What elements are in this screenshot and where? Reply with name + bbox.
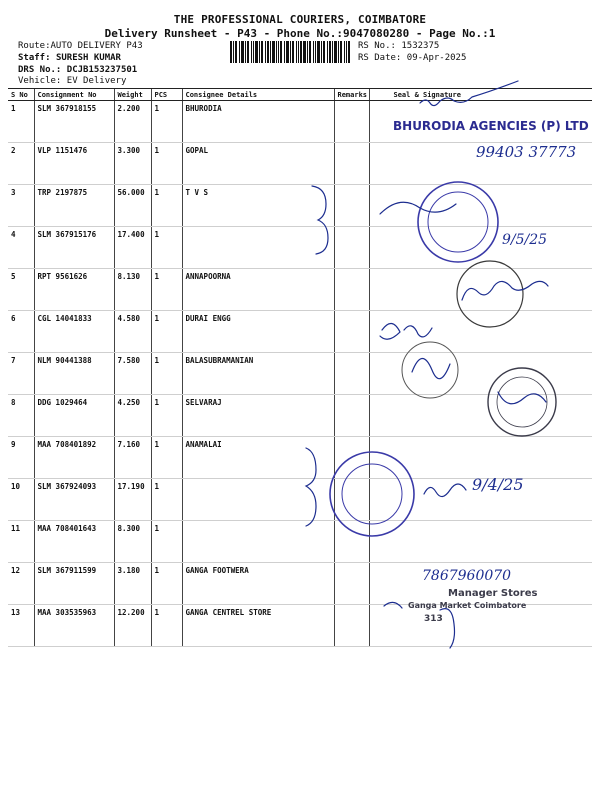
- cell-weight: 4.580: [114, 311, 151, 353]
- cell-remarks: [334, 521, 369, 563]
- drs-value: DCJB153237501: [66, 65, 138, 75]
- cell-sno: 7: [8, 353, 34, 395]
- col-header-seal-signature: Seal & Signature: [369, 89, 592, 101]
- cell-consignee: [182, 521, 334, 563]
- cell-signature: [369, 605, 592, 647]
- cell-remarks: [334, 437, 369, 479]
- cell-signature: [369, 311, 592, 353]
- cell-pcs: 1: [151, 269, 182, 311]
- cell-signature: [369, 185, 592, 227]
- cell-remarks: [334, 269, 369, 311]
- cell-weight: 8.130: [114, 269, 151, 311]
- phone-note-2: 7867960070: [422, 568, 512, 584]
- cell-signature: [369, 395, 592, 437]
- cell-sno: 3: [8, 185, 34, 227]
- cell-sno: 8: [8, 395, 34, 437]
- cell-consignment: VLP 1151476: [34, 143, 114, 185]
- cell-consignment: MAA 708401892: [34, 437, 114, 479]
- vehicle-label: Vehicle:: [18, 76, 62, 86]
- cell-weight: 8.300: [114, 521, 151, 563]
- cell-consignee: BHURODIA: [182, 101, 334, 143]
- cell-weight: 3.180: [114, 563, 151, 605]
- cell-remarks: [334, 185, 369, 227]
- cell-sno: 9: [8, 437, 34, 479]
- drs-line: [18, 65, 137, 75]
- cell-consignee: ANNAPOORNA: [182, 269, 334, 311]
- table-row: [8, 311, 592, 353]
- barcode: [230, 41, 350, 63]
- cell-remarks: [334, 563, 369, 605]
- cell-signature: [369, 521, 592, 563]
- staff-value: SURESH KUMAR: [55, 53, 121, 63]
- cell-sno: 4: [8, 227, 34, 269]
- cell-remarks: [334, 605, 369, 647]
- cell-consignment: MAA 303535963: [34, 605, 114, 647]
- rs-no-value: 1532375: [401, 41, 440, 51]
- cell-remarks: [334, 479, 369, 521]
- cell-sno: 10: [8, 479, 34, 521]
- cell-consignee: [182, 227, 334, 269]
- cell-consignee: DURAI ENGG: [182, 311, 334, 353]
- cell-signature: [369, 227, 592, 269]
- cell-weight: 56.000: [114, 185, 151, 227]
- cell-consignee: GANGA FOOTWERA: [182, 563, 334, 605]
- staff-line: [18, 53, 121, 63]
- rs-date-line: [358, 53, 466, 63]
- col-header-remarks: Remarks: [334, 89, 369, 101]
- runsheet-table: [8, 88, 592, 647]
- cell-weight: 4.250: [114, 395, 151, 437]
- cell-consignee: SELVARAJ: [182, 395, 334, 437]
- cell-pcs: 1: [151, 437, 182, 479]
- cell-pcs: 1: [151, 101, 182, 143]
- cell-sno: 11: [8, 521, 34, 563]
- cell-weight: 2.200: [114, 101, 151, 143]
- route-label: Route:: [18, 41, 51, 51]
- cell-consignee: ANAMALAI: [182, 437, 334, 479]
- drs-label: DRS No.:: [18, 65, 62, 75]
- cell-weight: 7.580: [114, 353, 151, 395]
- col-header-sno: S No: [8, 89, 34, 101]
- table-row: [8, 437, 592, 479]
- cell-pcs: 1: [151, 395, 182, 437]
- rs-date-label: RS Date:: [358, 53, 402, 63]
- cell-signature: [369, 353, 592, 395]
- table-row: [8, 269, 592, 311]
- cell-remarks: [334, 395, 369, 437]
- vehicle-line: [18, 76, 126, 86]
- delivery-date-2: 9/4/25: [472, 475, 524, 494]
- cell-remarks: [334, 227, 369, 269]
- phone-note-1: 99403 37773: [476, 143, 577, 161]
- cell-consignment: MAA 708401643: [34, 521, 114, 563]
- cell-remarks: [334, 143, 369, 185]
- cell-pcs: 1: [151, 605, 182, 647]
- cell-pcs: 1: [151, 479, 182, 521]
- cell-remarks: [334, 101, 369, 143]
- table-row: [8, 395, 592, 437]
- delivery-date-1: 9/5/25: [502, 232, 548, 248]
- cell-pcs: 1: [151, 521, 182, 563]
- rs-date-value: 09-Apr-2025: [406, 53, 467, 63]
- cell-consignment: RPT 9561626: [34, 269, 114, 311]
- cell-consignment: SLM 367915176: [34, 227, 114, 269]
- route-line: [18, 41, 143, 51]
- cell-remarks: [334, 311, 369, 353]
- cell-weight: 7.160: [114, 437, 151, 479]
- cell-consignee: BALASUBRAMANIAN: [182, 353, 334, 395]
- table-header-row: [8, 89, 592, 101]
- bhurodia-stamp-text: BHURODIA AGENCIES (P) LTD: [393, 119, 589, 133]
- cell-consignment: SLM 367924093: [34, 479, 114, 521]
- staff-label: Staff:: [18, 53, 51, 63]
- ganga-stamp-code: 313: [424, 614, 443, 624]
- cell-pcs: 1: [151, 143, 182, 185]
- table-row: [8, 185, 592, 227]
- cell-sno: 1: [8, 101, 34, 143]
- cell-pcs: 1: [151, 185, 182, 227]
- company-title: THE PROFESSIONAL COURIERS, COIMBATORE: [173, 13, 427, 26]
- cell-pcs: 1: [151, 227, 182, 269]
- route-value: AUTO DELIVERY P43: [50, 41, 143, 51]
- vehicle-value: EV Delivery: [66, 76, 127, 86]
- cell-weight: 17.400: [114, 227, 151, 269]
- cell-pcs: 1: [151, 353, 182, 395]
- cell-sno: 2: [8, 143, 34, 185]
- cell-sno: 6: [8, 311, 34, 353]
- table-row: [8, 353, 592, 395]
- cell-signature: [369, 437, 592, 479]
- cell-consignee: [182, 479, 334, 521]
- col-header-pcs: PCS: [151, 89, 182, 101]
- col-header-consignee: Consignee Details: [182, 89, 334, 101]
- cell-weight: 17.190: [114, 479, 151, 521]
- cell-remarks: [334, 353, 369, 395]
- cell-consignment: NLM 90441388: [34, 353, 114, 395]
- cell-consignee: GANGA CENTREL STORE: [182, 605, 334, 647]
- cell-sno: 12: [8, 563, 34, 605]
- cell-weight: 3.300: [114, 143, 151, 185]
- cell-consignment: TRP 2197875: [34, 185, 114, 227]
- rs-no-label: RS No.:: [358, 41, 396, 51]
- cell-weight: 12.200: [114, 605, 151, 647]
- cell-consignment: DDG 1029464: [34, 395, 114, 437]
- cell-sno: 13: [8, 605, 34, 647]
- cell-sno: 5: [8, 269, 34, 311]
- ganga-stamp-text: Ganga Market Coimbatore: [408, 601, 527, 610]
- cell-pcs: 1: [151, 311, 182, 353]
- cell-consignee: GOPAL: [182, 143, 334, 185]
- col-header-consignment: Consignment No: [34, 89, 114, 101]
- table-row: [8, 521, 592, 563]
- manager-stores-stamp: Manager Stores: [448, 588, 538, 599]
- cell-consignment: CGL 14041833: [34, 311, 114, 353]
- runsheet-subtitle: Delivery Runsheet - P43 - Phone No.:9047080280 - Page No.:1: [104, 27, 496, 40]
- cell-consignment: SLM 367918155: [34, 101, 114, 143]
- cell-consignee: T V S: [182, 185, 334, 227]
- cell-signature: [369, 269, 592, 311]
- table-row: [8, 605, 592, 647]
- cell-consignment: SLM 367911599: [34, 563, 114, 605]
- cell-pcs: 1: [151, 563, 182, 605]
- col-header-weight: Weight: [114, 89, 151, 101]
- rs-no-line: [358, 41, 439, 51]
